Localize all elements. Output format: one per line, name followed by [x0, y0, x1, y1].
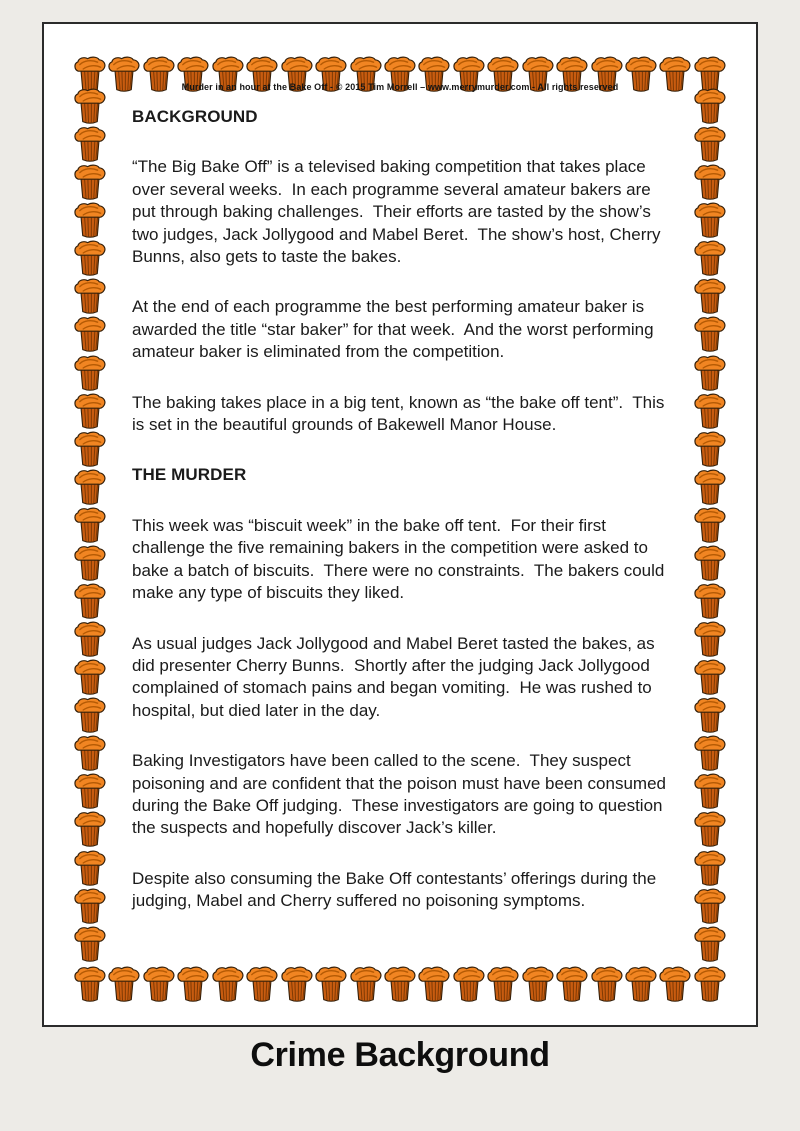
muffin-icon [211, 966, 245, 1004]
muffin-icon [73, 735, 107, 773]
muffin-icon [73, 583, 107, 621]
section-heading-murder: THE MURDER [132, 465, 247, 485]
copyright-line: Murder in an hour at the Bake Off - © 2015 Tim Morrell – www.merrymurder.com - All rights reserved [181, 82, 619, 92]
muffin-icon [624, 966, 658, 1004]
muffin-icon [693, 735, 727, 773]
muffin-icon [521, 966, 555, 1004]
muffin-icon [693, 659, 727, 697]
document-page [42, 22, 758, 1027]
muffin-icon [693, 621, 727, 659]
muffin-border-bottom [73, 966, 727, 1004]
muffin-icon [245, 966, 279, 1004]
muffin-icon [349, 966, 383, 1004]
paragraph: The baking takes place in a big tent, known as “the bake off tent”. This is set in the beautiful grounds of Bakewell Manor House. [132, 392, 670, 435]
muffin-border-left [73, 88, 107, 964]
muffin-icon [693, 126, 727, 164]
muffin-icon [73, 888, 107, 926]
muffin-icon [383, 966, 417, 1004]
muffin-icon [452, 966, 486, 1004]
muffin-icon [693, 88, 727, 126]
muffin-icon [555, 966, 589, 1004]
muffin-icon [693, 278, 727, 316]
paragraph: As usual judges Jack Jollygood and Mabel Beret tasted the bakes, as did presenter Cherry Bunns. Shortly after the judging Jack Jollygood complained of stomach pains and began vomiting. He was rushed to hospital, but died later in the day. [132, 633, 660, 720]
muffin-icon [176, 966, 210, 1004]
muffin-icon [73, 850, 107, 888]
muffin-icon [73, 316, 107, 354]
muffin-icon [693, 240, 727, 278]
muffin-icon [693, 393, 727, 431]
muffin-icon [693, 545, 727, 583]
muffin-icon [142, 966, 176, 1004]
muffin-border-right [693, 88, 727, 964]
muffin-icon [73, 202, 107, 240]
muffin-icon [693, 469, 727, 507]
muffin-icon [73, 621, 107, 659]
muffin-icon [693, 355, 727, 393]
muffin-icon [590, 966, 624, 1004]
muffin-icon [280, 966, 314, 1004]
muffin-icon [693, 507, 727, 545]
muffin-icon [73, 697, 107, 735]
muffin-icon [417, 966, 451, 1004]
muffin-icon [73, 431, 107, 469]
muffin-icon [693, 202, 727, 240]
paragraph: At the end of each programme the best performing amateur baker is awarded the title “star baker” for that week. And the worst performing amateur baker is eliminated from the competition. [132, 297, 659, 362]
muffin-icon [693, 431, 727, 469]
muffin-icon [693, 697, 727, 735]
muffin-icon [73, 88, 107, 126]
muffin-icon [693, 888, 727, 926]
paragraph: “The Big Bake Off” is a televised baking competition that takes place over several weeks. In each programme several amateur bakers are put through baking challenges. Their efforts are tasted by the show’s two judges, Jack Jollygood and Mabel Beret. The show’s host, Cherry Bunns, also gets to taste the bakes. [132, 157, 666, 267]
muffin-icon [693, 773, 727, 811]
paragraph: Despite also consuming the Bake Off contestants’ offerings during the judging, Mabel and Cherry suffered no poisoning symptoms. [132, 868, 661, 911]
muffin-icon [73, 393, 107, 431]
muffin-icon [693, 583, 727, 621]
paragraph: Baking Investigators have been called to the scene. They suspect poisoning and are confident that the poison must have been consumed during the Bake Off judging. These investigators are going to question the suspects and hopefully discover Jack’s killer. [132, 751, 671, 838]
muffin-icon [73, 126, 107, 164]
muffin-icon [73, 240, 107, 278]
muffin-icon [73, 926, 107, 964]
muffin-icon [107, 966, 141, 1004]
muffin-icon [73, 966, 107, 1004]
paragraph: This week was “biscuit week” in the bake off tent. For their first challenge the five remaining bakers in the competition were asked to bake a batch of biscuits. There were no constraints. The bakers could make any type of biscuits they liked. [132, 515, 670, 603]
muffin-icon [73, 545, 107, 583]
sheet-title: Crime Background [250, 1036, 550, 1074]
page-content [132, 106, 675, 941]
muffin-icon [73, 355, 107, 393]
muffin-icon [693, 316, 727, 354]
muffin-icon [73, 278, 107, 316]
muffin-icon [693, 850, 727, 888]
muffin-icon [73, 469, 107, 507]
muffin-icon [693, 966, 727, 1004]
muffin-icon [658, 966, 692, 1004]
muffin-icon [73, 811, 107, 849]
muffin-icon [73, 164, 107, 202]
muffin-icon [486, 966, 520, 1004]
muffin-icon [73, 659, 107, 697]
muffin-icon [73, 507, 107, 545]
section-heading-background: BACKGROUND [132, 107, 258, 126]
muffin-icon [693, 926, 727, 964]
muffin-icon [693, 164, 727, 202]
muffin-icon [73, 773, 107, 811]
muffin-icon [693, 811, 727, 849]
muffin-icon [314, 966, 348, 1004]
